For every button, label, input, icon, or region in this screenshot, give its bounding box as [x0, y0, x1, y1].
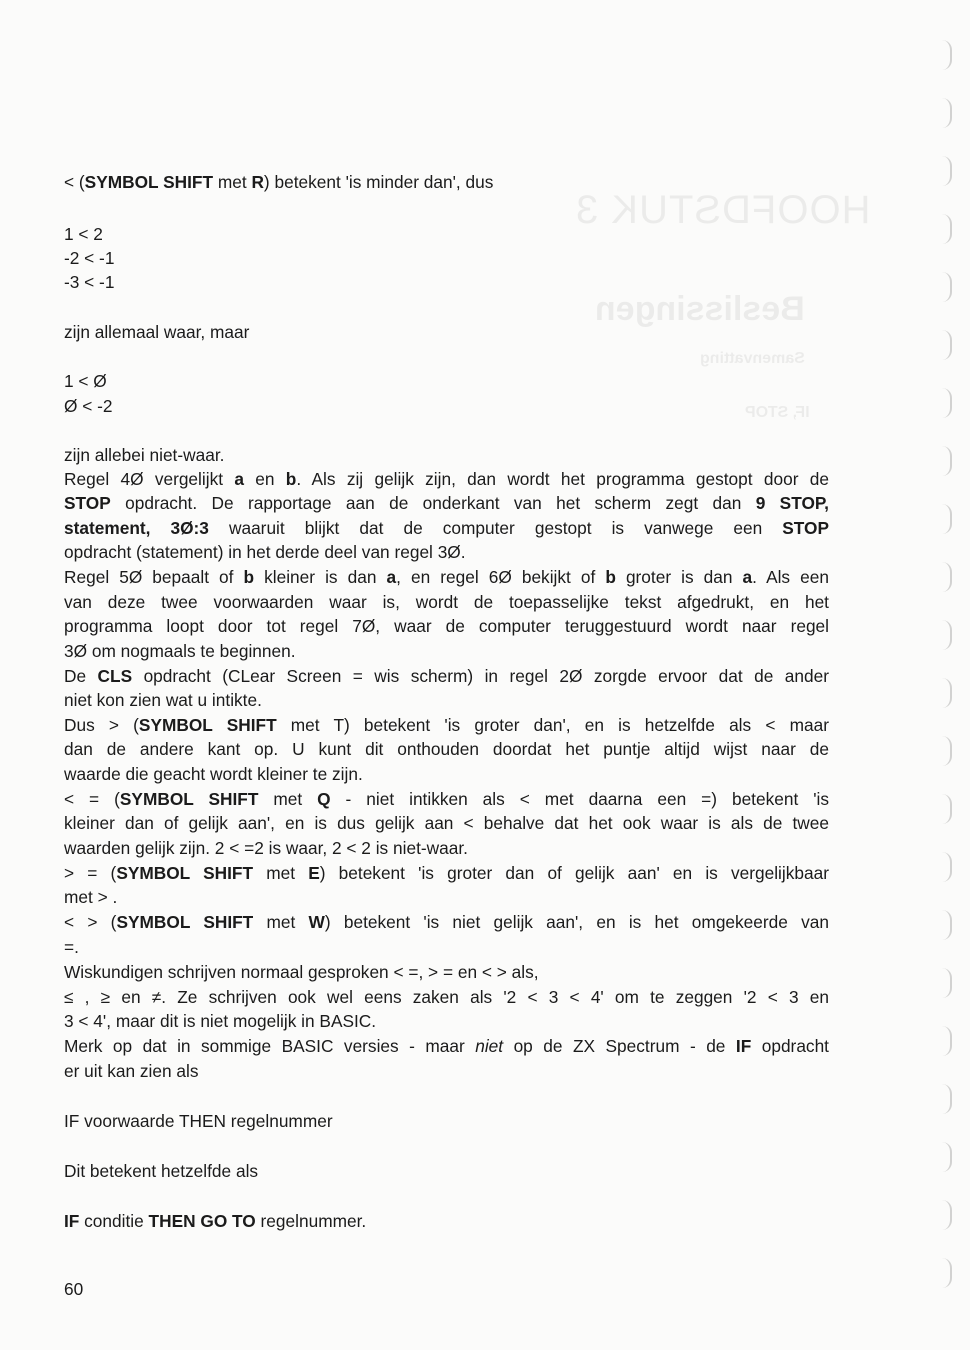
text-line: 3Ø om nogmaals te beginnen.	[64, 641, 296, 661]
text-line: Wiskundigen schrijven normaal gesproken < =, > = en < > als,	[64, 962, 539, 982]
text-line: =.	[64, 937, 79, 957]
text-line: < (SYMBOL SHIFT met R) betekent 'is minder dan', dus	[64, 172, 494, 192]
binder-hole	[940, 1026, 952, 1056]
text-line: Ø < -2	[64, 396, 113, 416]
binder-hole	[940, 214, 952, 244]
text-line: opdracht (statement) in het derde deel van regel 3Ø.	[64, 542, 466, 562]
text-line: -2 < -1	[64, 248, 115, 268]
binder-hole	[940, 678, 952, 708]
binder-hole	[940, 40, 952, 70]
text-line: zijn allebei niet-waar.	[64, 445, 225, 465]
text-line: 3 < 4', maar dit is niet mogelijk in BASIC.	[64, 1011, 377, 1031]
text-line: -3 < -1	[64, 272, 115, 292]
binder-hole	[940, 968, 952, 998]
text-line: waarden gelijk zijn. 2 < =2 is waar, 2 < 2 is niet-waar.	[64, 838, 468, 858]
text-line: 1 < 2	[64, 224, 103, 244]
text-line: zijn allemaal waar, maar	[64, 322, 250, 342]
text-line: waarde die geacht wordt kleiner te zijn.	[64, 764, 363, 784]
binder-hole	[940, 910, 952, 940]
binder-hole	[940, 272, 952, 302]
binder-hole	[940, 446, 952, 476]
text-line: De CLS opdracht (CLear Screen = wis scherm) in regel 2Ø zorgde ervoor dat de ander	[64, 666, 829, 686]
text-line: van deze twee voorwaarden waar is, wordt de toepasselijke tekst afgedrukt, en het	[64, 592, 829, 612]
text-line: 1 < Ø	[64, 371, 107, 391]
binder-hole	[940, 1084, 952, 1114]
text-line: Merk op dat in sommige BASIC versies - maar niet op de ZX Spectrum - de IF opdracht	[64, 1036, 829, 1056]
binder-hole	[940, 852, 952, 882]
text-line: Dit betekent hetzelfde als	[64, 1161, 259, 1181]
text-line: < = (SYMBOL SHIFT met Q - niet intikken als < met daarna een =) betekent 'is	[64, 789, 829, 809]
binder-hole	[940, 562, 952, 592]
binder-hole	[940, 1200, 952, 1230]
text-line: < > (SYMBOL SHIFT met W) betekent 'is niet gelijk aan', en is het omgekeerde van	[64, 912, 829, 932]
text-line: statement, 3Ø:3 waaruit blijkt dat de computer gestopt is vanwege een STOP	[64, 518, 830, 538]
binder-hole	[940, 504, 952, 534]
binder-hole	[940, 620, 952, 650]
binder-holes	[922, 40, 952, 1330]
binder-hole	[940, 794, 952, 824]
binder-hole	[940, 98, 952, 128]
binder-hole	[940, 330, 952, 360]
text-line: IF voorwaarde THEN regelnummer	[64, 1111, 333, 1131]
text-line: er uit kan zien als	[64, 1061, 199, 1081]
text-line: programma loopt door tot regel 7Ø, waar de computer teruggestuurd wordt naar regel	[64, 616, 829, 636]
ghost-heading: HOOFDSTUK 3	[575, 188, 871, 232]
text-line: Dus > (SYMBOL SHIFT met T) betekent 'is groter dan', en is hetzelfde als < maar	[64, 715, 829, 735]
text-line: > = (SYMBOL SHIFT met E) betekent 'is groter dan of gelijk aan' en is vergelijkbaar	[64, 863, 829, 883]
binder-hole	[940, 1258, 952, 1288]
text-line: ≤ , ≥ en ≠. Ze schrijven ook wel eens zaken als '2 < 3 < 4' om te zeggen '2 < 3 en	[64, 987, 829, 1007]
text-line: Regel 4Ø vergelijkt a en b. Als zij gelijk zijn, dan wordt het programma gestopt door de	[64, 469, 829, 489]
text-line: niet kon zien wat u intikte.	[64, 690, 262, 710]
page-number: 60	[64, 1279, 84, 1299]
binder-hole	[940, 736, 952, 766]
text-line: IF conditie THEN GO TO regelnummer.	[64, 1211, 367, 1231]
ghost-label-1: Samenvatting	[700, 350, 805, 367]
text-line: STOP opdracht. De rapportage aan de onderkant van het scherm zegt dan 9 STOP,	[64, 493, 829, 513]
binder-hole	[940, 1142, 952, 1172]
text-line: dan de andere kant op. U kunt dit onthouden doordat het puntje altijd wijst naar de	[64, 739, 829, 759]
text-line: Regel 5Ø bepaalt of b kleiner is dan a, en regel 6Ø bekijkt of b groter is dan a. Als een	[64, 567, 829, 587]
text-line: met > .	[64, 887, 118, 907]
ghost-label-2: IF, STOP	[745, 404, 810, 421]
text-line: kleiner dan of gelijk aan', en is dus gelijk aan < behalve dat het ook waar is als de twee	[64, 813, 829, 833]
binder-hole	[940, 388, 952, 418]
ghost-subheading: Beslissingen	[595, 290, 805, 328]
binder-hole	[940, 156, 952, 186]
